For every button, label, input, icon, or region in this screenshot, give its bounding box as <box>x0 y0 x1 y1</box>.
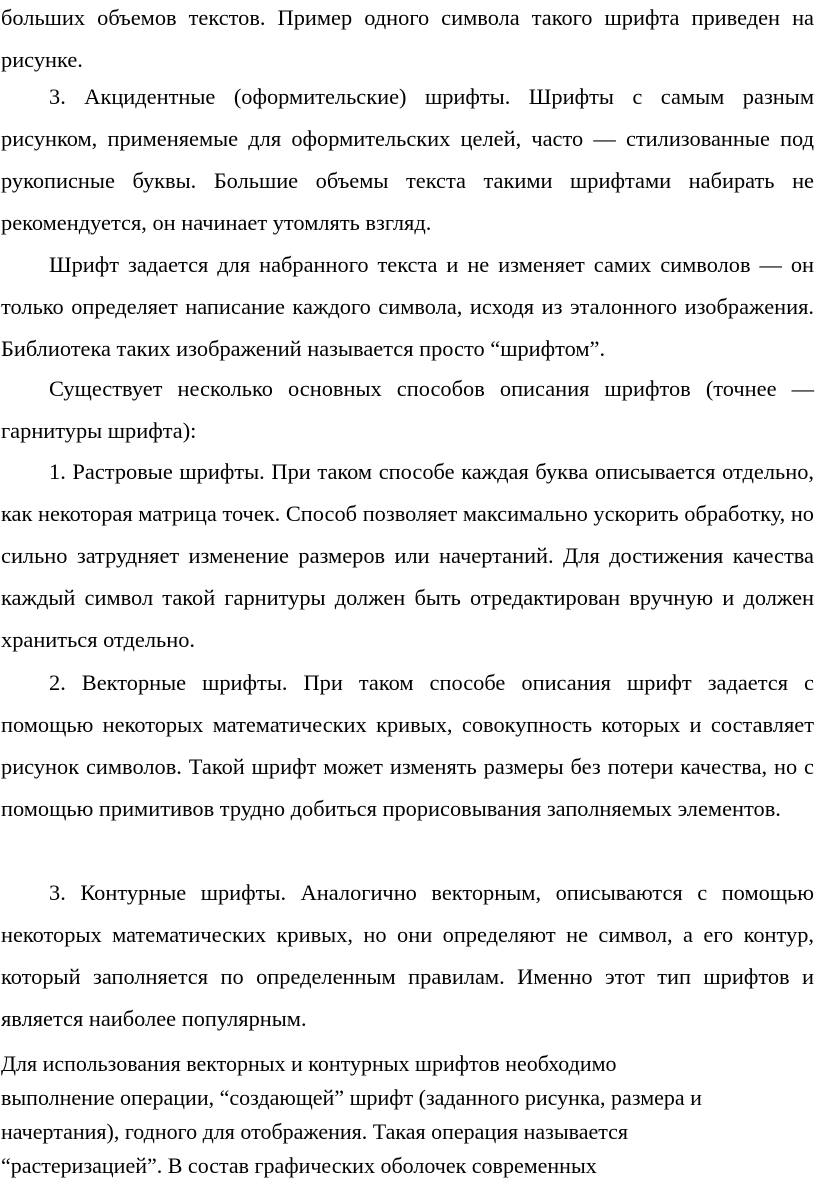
text-line: начертания), годного для отображения. Такая операция называется <box>1 1119 629 1144</box>
text-line: “растеризацией”. В состав графических оболочек современных <box>1 1153 597 1178</box>
paragraph-rasterization <box>0 1047 801 1183</box>
paragraph-description-methods: Существует несколько основных способов описания шрифтов (точнее — гарнитуры шрифта): <box>1 376 814 443</box>
paragraph-vector-fonts: 2. Векторные шрифты. При таком способе описания шрифт задается с помощью некоторых математических кривых, совокупность которых и составляет рисунок символов. Такой шрифт может изменять размеры без потери качества, но с помощью примитивов трудно добиться прорисовывания заполняемых элементов. <box>1 670 814 821</box>
paragraph-raster-fonts: 1. Растровые шрифты. При таком способе каждая буква описывается отдельно, как некоторая матрица точек. Способ позволяет максимально ускорить обработку, но сильно затрудняет изменение размеров или начертаний. Для достижения качества каждый символ такой гарнитуры должен быть отредактирован вручную и должен храниться отдельно. <box>1 459 814 652</box>
paragraph-decorative-fonts: 3. Акцидентные (оформительские) шрифты. Шрифты с самым разным рисунком, применяемые для оформительских целей, часто — стилизованные под рукописные буквы. Большие объемы текста такими шрифтами набирать не рекомендуется, он начинает утомлять взгляд. <box>1 84 814 235</box>
paragraph-outline-fonts: 3. Контурные шрифты. Аналогично векторным, описываются с помощью некоторых математических кривых, но они определяют не символ, а его контур, который заполняется по определенным правилам. Именно этот тип шрифтов и является наиболее популярным. <box>1 880 814 1031</box>
text-line: выполнение операции, “создающей” шрифт (заданного рисунка, размера и <box>1 1085 702 1110</box>
text-line: Для использования векторных и контурных шрифтов необходимо <box>1 1051 617 1076</box>
paragraph-continuation: больших объемов текстов. Пример одного символа такого шрифта приведен на рисунке. <box>1 5 814 72</box>
paragraph-font-definition: Шрифт задается для набранного текста и не изменяет самих символов — он только определяет написание каждого символа, исходя из эталонного изображения. Библиотека таких изображений называется просто “шрифтом”. <box>1 252 814 361</box>
